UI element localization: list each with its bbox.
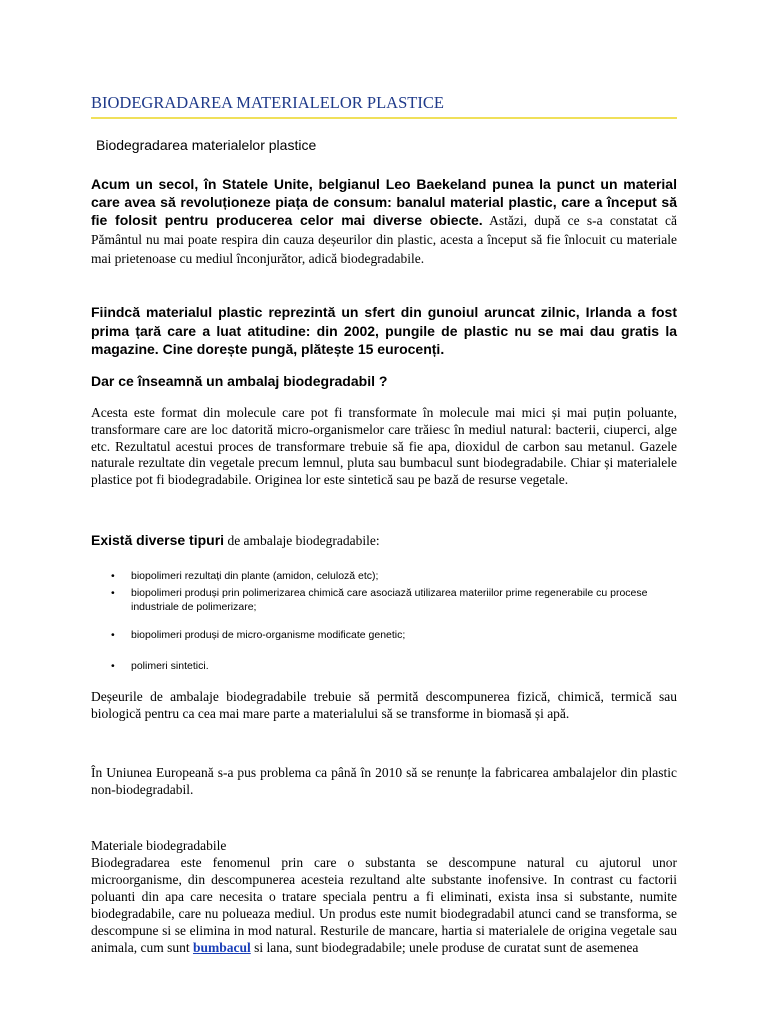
bullet-icon: • (111, 629, 115, 641)
paragraph-types-intro (91, 532, 677, 549)
question-heading: Dar ce înseamnă un ambalaj biodegradabil ? (91, 373, 388, 389)
materials-text-start: Biodegradarea este fenomenul prin care o substanta se descompune natural cu ajutorul unor microorganisme, din descompunerea acesteia rezultand alte substante inofensive. In contrast cu factorii poluanti din apa care necesita o tratare speciala pentru a fi eliminati, exista insa si substante, numite biodegradabile, care nu polueaza mediul. Un produs este numit biodegradabil atunci cand se transforma, se descompune si se elimina in mod natural. Resturile de mancare, hartia si materialele de origina vegetale sau animala, cum sunt (91, 855, 677, 955)
bullet-icon: • (111, 570, 115, 582)
paragraph-waste: Deșeurile de ambalaje biodegradabile trebuie să permită descompunerea fizică, chimică, termică sau biologică pentru ca cea mai mare parte a materialului să se transforme in biomasă și apă. (91, 689, 677, 721)
document-title: BIODEGRADAREA MATERIALELOR PLASTICE (91, 93, 444, 112)
paragraph-materials (91, 855, 677, 956)
paragraph-irlanda: Fiindcă materialul plastic reprezintă un sfert din gunoiul aruncat zilnic, Irlanda a fost prima țară care a luat atitudine: din 2002, pungile de plastic nu se mai dau gratis la magazine. Cine dorește pungă, plătește 15 eurocenți. (91, 304, 677, 357)
list-item-text: polimeri sintetici. (131, 660, 209, 672)
section-heading-materials: Materiale biodegradabile (91, 838, 227, 853)
paragraph-eu: În Uniunea Europeană s-a pus problema ca până în 2010 să se renunțe la fabricarea ambalajelor din plastic non-biodegradabil. (91, 765, 677, 797)
materials-text-end: si lana, sunt biodegradabile; unele produse de curatat sunt de asemenea (250, 939, 639, 955)
list-item-text: biopolimeri produși prin polimerizarea chimică care asociază utilizarea materiilor prime regenerabile cu procese industriale de polimerizare; (131, 587, 648, 613)
paragraph-intro (91, 175, 677, 268)
types-regular-text: de ambalaje biodegradabile: (224, 533, 380, 548)
bumbacul-link[interactable]: bumbacul (192, 939, 251, 955)
paragraph-definition: Acesta este format din molecule care pot fi transformate în molecule mai mici și mai puțin poluante, transformare care are loc datorită micro-organismelor care trăiesc în mediul natural: bacterii, ciuperci, alge etc. Rezultatul acestui proces de transformare trebuie să fie apa, dioxidul de carbon sau metanul. Gazele naturale rezultate din vegetale precum lemnul, pluta sau bumbacul sunt biodegradabile. Chiar și materialele plastice pot fi biodegradabile. Originea lor este sintetică sau pe bază de resurse vegetale. (91, 405, 677, 488)
list-item-text: biopolimeri rezultați din plante (amidon, celuloză etc); (131, 570, 379, 582)
types-bold-text: Există diverse tipuri (91, 532, 225, 548)
intro-regular-text: Astăzi, după ce s-a constatat că Pământul nu mai poate respira din cauza deșeurilor din plastic, acesta a început să fie înlocuit cu materiale mai prietenoase cu mediul înconjurător, adică biodegradabile. (91, 213, 677, 266)
bullet-icon: • (111, 660, 115, 672)
title-divider (91, 117, 677, 119)
list-item-text: biopolimeri produși de micro-organisme modificate genetic; (131, 629, 406, 641)
bullet-icon: • (111, 587, 115, 599)
document-subtitle: Biodegradarea materialelor plastice (96, 137, 317, 153)
intro-bold-text: Acum un secol, în Statele Unite, belgianul Leo Baekeland punea la punct un material care avea să revoluționeze piața de consum: banalul material plastic, care a început să fie folosit pentru producerea celor mai diverse obiecte. (91, 176, 677, 228)
